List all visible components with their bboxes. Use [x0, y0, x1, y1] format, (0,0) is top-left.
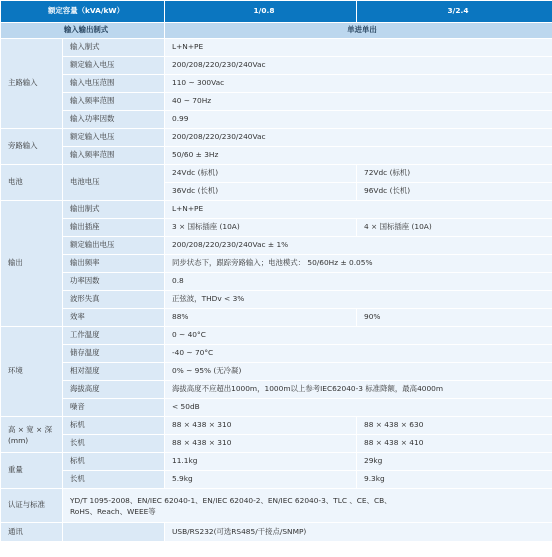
- row-value: 200/208/220/230/240Vac ± 1%: [165, 237, 552, 255]
- table-row: [1, 417, 552, 435]
- category-weight: 重量: [1, 453, 63, 489]
- table-row: [1, 291, 552, 309]
- table-row: [1, 237, 552, 255]
- row-label: 长机: [63, 471, 165, 489]
- category-main-input: 主路输入: [1, 39, 63, 129]
- table-row: [1, 93, 552, 111]
- row-value: 90%: [357, 309, 552, 327]
- row-value: 36Vdc (长机): [165, 183, 357, 201]
- row-value: -40 ~ 70°C: [165, 345, 552, 363]
- row-label: 输出频率: [63, 255, 165, 273]
- row-value: 96Vdc (长机): [357, 183, 552, 201]
- row-label: 工作温度: [63, 327, 165, 345]
- category-environment: 环境: [1, 327, 63, 417]
- table-row: [1, 471, 552, 489]
- row-value: 88 × 438 × 310: [165, 417, 357, 435]
- row-label: 海拔高度: [63, 381, 165, 399]
- row-value: 同步状态下，跟踪旁路输入；电池模式： 50/60Hz ± 0.05%: [165, 255, 552, 273]
- row-label: 输入功率因数: [63, 111, 165, 129]
- system-row: [1, 23, 552, 39]
- row-value: 0% ~ 95% (无冷凝): [165, 363, 552, 381]
- row-label: 效率: [63, 309, 165, 327]
- row-value: 72Vdc (标机): [357, 165, 552, 183]
- dims-category-line2: (mm): [8, 435, 29, 445]
- table-row: [1, 147, 552, 165]
- capacity-header: 额定容量（kVA/kW）: [1, 1, 165, 23]
- row-value: 88 × 438 × 630: [357, 417, 552, 435]
- row-label: 额定输入电压: [63, 57, 165, 75]
- row-label: 标机: [63, 453, 165, 471]
- row-value: 0 ~ 40°C: [165, 327, 552, 345]
- row-value: USB/RS232(可选RS485/干接点/SNMP): [165, 523, 552, 542]
- cert-line-2: RoHS、Reach、WEEE等: [70, 506, 156, 516]
- row-value: 0.99: [165, 111, 552, 129]
- row-value: 正弦波，THDv < 3%: [165, 291, 552, 309]
- row-label: 功率因数: [63, 273, 165, 291]
- table-row: [1, 435, 552, 453]
- table-row: [1, 129, 552, 147]
- row-label: 标机: [63, 417, 165, 435]
- table-row: [1, 327, 552, 345]
- row-label: 输入频率范围: [63, 93, 165, 111]
- table-row: [1, 489, 552, 523]
- row-value: 110 ~ 300Vac: [165, 75, 552, 93]
- table-row: [1, 363, 552, 381]
- table-row: [1, 309, 552, 327]
- category-dimensions: [1, 417, 63, 453]
- table-row: [1, 201, 552, 219]
- table-header-row: [1, 1, 552, 23]
- row-value: 0.8: [165, 273, 552, 291]
- table-row: [1, 399, 552, 417]
- table-row: [1, 57, 552, 75]
- system-label: 输入输出制式: [1, 23, 165, 39]
- category-certification: 认证与标准: [1, 489, 63, 523]
- row-label: 额定输出电压: [63, 237, 165, 255]
- row-value: 200/208/220/230/240Vac: [165, 57, 552, 75]
- category-output: 输出: [1, 201, 63, 327]
- row-label: 波形失真: [63, 291, 165, 309]
- row-value: 5.9kg: [165, 471, 357, 489]
- row-label: 输入制式: [63, 39, 165, 57]
- row-value: L+N+PE: [165, 39, 552, 57]
- row-value: 88 × 438 × 410: [357, 435, 552, 453]
- row-label: 输出插座: [63, 219, 165, 237]
- row-value: 50/60 ± 3Hz: [165, 147, 552, 165]
- table-row: [1, 345, 552, 363]
- row-label: 噪音: [63, 399, 165, 417]
- row-label: 输入频率范围: [63, 147, 165, 165]
- row-label: 电池电压: [63, 165, 165, 201]
- row-label: 相对湿度: [63, 363, 165, 381]
- system-value: 单进单出: [165, 23, 552, 39]
- table-row: [1, 273, 552, 291]
- row-value: 9.3kg: [357, 471, 552, 489]
- category-battery: 电池: [1, 165, 63, 201]
- row-label: 输入电压范围: [63, 75, 165, 93]
- row-value: 11.1kg: [165, 453, 357, 471]
- row-value: 40 ~ 70Hz: [165, 93, 552, 111]
- table-row: [1, 255, 552, 273]
- row-label: 输出制式: [63, 201, 165, 219]
- table-row: [1, 165, 552, 183]
- model-3k-header: 3/2.4: [357, 1, 552, 23]
- row-value: L+N+PE: [165, 201, 552, 219]
- row-label: 长机: [63, 435, 165, 453]
- row-value: 海拔高度不应超出1000m，1000m以上参考IEC62040-3 标准降额，最高4000m: [165, 381, 552, 399]
- dims-category-line1: 高 × 宽 × 深: [8, 424, 52, 434]
- category-bypass: 旁路输入: [1, 129, 63, 165]
- row-value: 88 × 438 × 310: [165, 435, 357, 453]
- table-row: [1, 381, 552, 399]
- row-value: 3 × 国标插座 (10A): [165, 219, 357, 237]
- row-value: 29kg: [357, 453, 552, 471]
- cert-line-1: YD/T 1095-2008、EN/IEC 62040-1、EN/IEC 62040-2、EN/IEC 62040-3、TLC 、CE、CB、: [70, 495, 392, 505]
- model-1k-header: 1/0.8: [165, 1, 357, 23]
- table-row: [1, 453, 552, 471]
- row-value: 24Vdc (标机): [165, 165, 357, 183]
- table-row: [1, 39, 552, 57]
- table-row: [1, 219, 552, 237]
- row-label: 额定输入电压: [63, 129, 165, 147]
- table-row: [1, 111, 552, 129]
- table-row: [1, 523, 552, 542]
- row-label-empty: [63, 523, 165, 542]
- row-value: 4 × 国标插座 (10A): [357, 219, 552, 237]
- row-value: < 50dB: [165, 399, 552, 417]
- row-value: 200/208/220/230/240Vac: [165, 129, 552, 147]
- certification-value: [63, 489, 552, 523]
- row-label: 储存温度: [63, 345, 165, 363]
- table-row: [1, 75, 552, 93]
- category-communication: 通讯: [1, 523, 63, 542]
- row-value: 88%: [165, 309, 357, 327]
